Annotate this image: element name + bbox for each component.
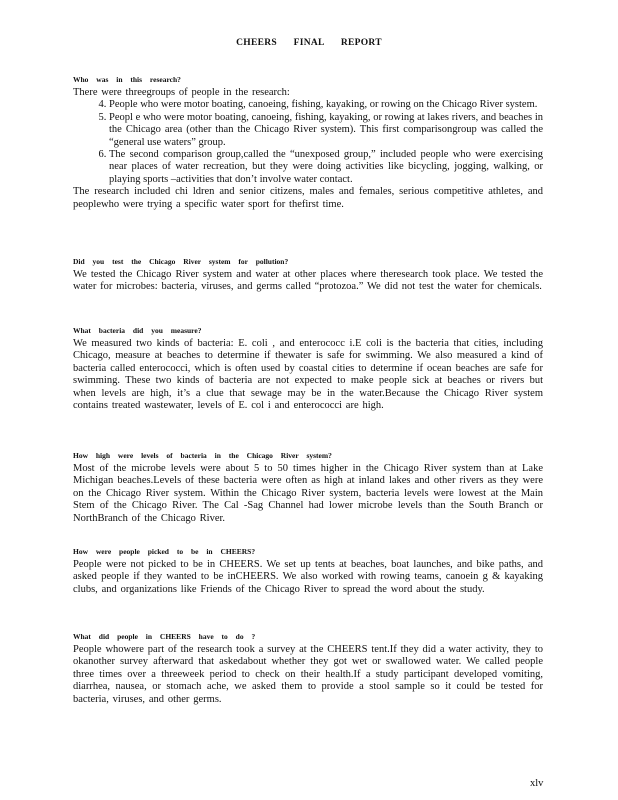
section-body: Most of the microbe levels were about 5 to 50 times higher in the Chicago River system than at Lake Michigan beaches.Levels of these bacteria were often as high at inland lakes and other rivers as they were on the Chicago River system. Within the Chicago River system, bacteria levels were lowest at the Main Stem of the Chicago River. The Cal -Sag Channel had lower microbe levels than the South Branch or NorthBranch of the Chicago River. xyxy=(73,463,543,524)
section-heading: How high were levels of bacteria in the Chicago River system? xyxy=(73,451,332,460)
section-heading: Did you test the Chicago River system for pollution? xyxy=(73,257,289,266)
section-body: We tested the Chicago River system and water at other places where theresearch took place. We tested the water for microbes: bacteria, viruses, and germs called “protozoa.” We did not test the water for chemicals. xyxy=(73,269,543,293)
section-bacteria xyxy=(73,326,543,412)
section-pollution xyxy=(73,257,543,294)
section-levels xyxy=(73,451,543,525)
section-body: People whowere part of the research took a survey at the CHEERS tent.If they did a water activity, they to okanother survey afterward that askedabout whether they got wet or swallowed water. We called people three times over a threeweek period to check on their health.If a study participant developed vomiting, diarrhea, nausea, or stomach ache, we asked them to provide a stool sample so it could be tested for bacteria, viruses, and other germs. xyxy=(73,644,543,705)
section-tasks xyxy=(73,632,543,706)
section-outro: The research included chi ldren and senior citizens, males and females, serious competitive athletes, and peoplewho were trying a specific water sport for thefirst time. xyxy=(73,186,543,210)
page-title: CHEERS FINAL REPORT xyxy=(236,38,382,48)
list-item: 4. People who were motor boating, canoeing, fishing, kayaking, or rowing on the Chicago River system. xyxy=(109,99,543,111)
section-heading: How were people picked to be in CHEERS? xyxy=(73,547,256,556)
section-heading: Who was in this research? xyxy=(73,75,181,84)
list-item: 6. The second comparison group,called the “unexposed group,” included people who were exercising near places of water recreation, but they were doing activities like bicycling, jogging, walking, or playing sports –activities that don’t involve water contact. xyxy=(109,149,543,186)
section-body: We measured two kinds of bacteria: E. coli , and enterococc i.E coli is the bacteria that cities, including Chicago, measure at beaches to determine if thewater is safe for swimming. We also measured a kind of bacteria called enterococci, which is often used by coastal cities to determine if ocean beaches are safe for swimming. These two kinds of bacteria are not expected to make people sick at beaches or rivers but when levels are high, it’s a clue that sewage may be in the water.Because the Chicago River system contains treated wastewater, levels of E. col i and enterococci are high. xyxy=(73,338,543,412)
page-number: xlv xyxy=(530,778,544,789)
section-who xyxy=(73,75,543,211)
section-picked xyxy=(73,547,543,596)
section-body: People were not picked to be in CHEERS. We set up tents at beaches, boat launches, and bike paths, and asked people if they wanted to be inCHEERS. We also worked with rowing teams, canoein g & kayaking clubs, and organizations like Friends of the Chicago River to spread the word about the study. xyxy=(73,559,543,595)
section-intro: There were threegroups of people in the research: xyxy=(73,87,290,98)
section-heading: What did people in CHEERS have to do ? xyxy=(73,632,256,641)
section-heading: What bacteria did you measure? xyxy=(73,326,202,335)
list-item: 5. Peopl e who were motor boating, canoeing, fishing, kayaking, or rowing at lakes rivers, and beaches in the Chicago area (other than the Chicago River system). This first comparisongroup was called the “general use waters” group. xyxy=(109,112,543,149)
groups-list xyxy=(73,99,543,186)
